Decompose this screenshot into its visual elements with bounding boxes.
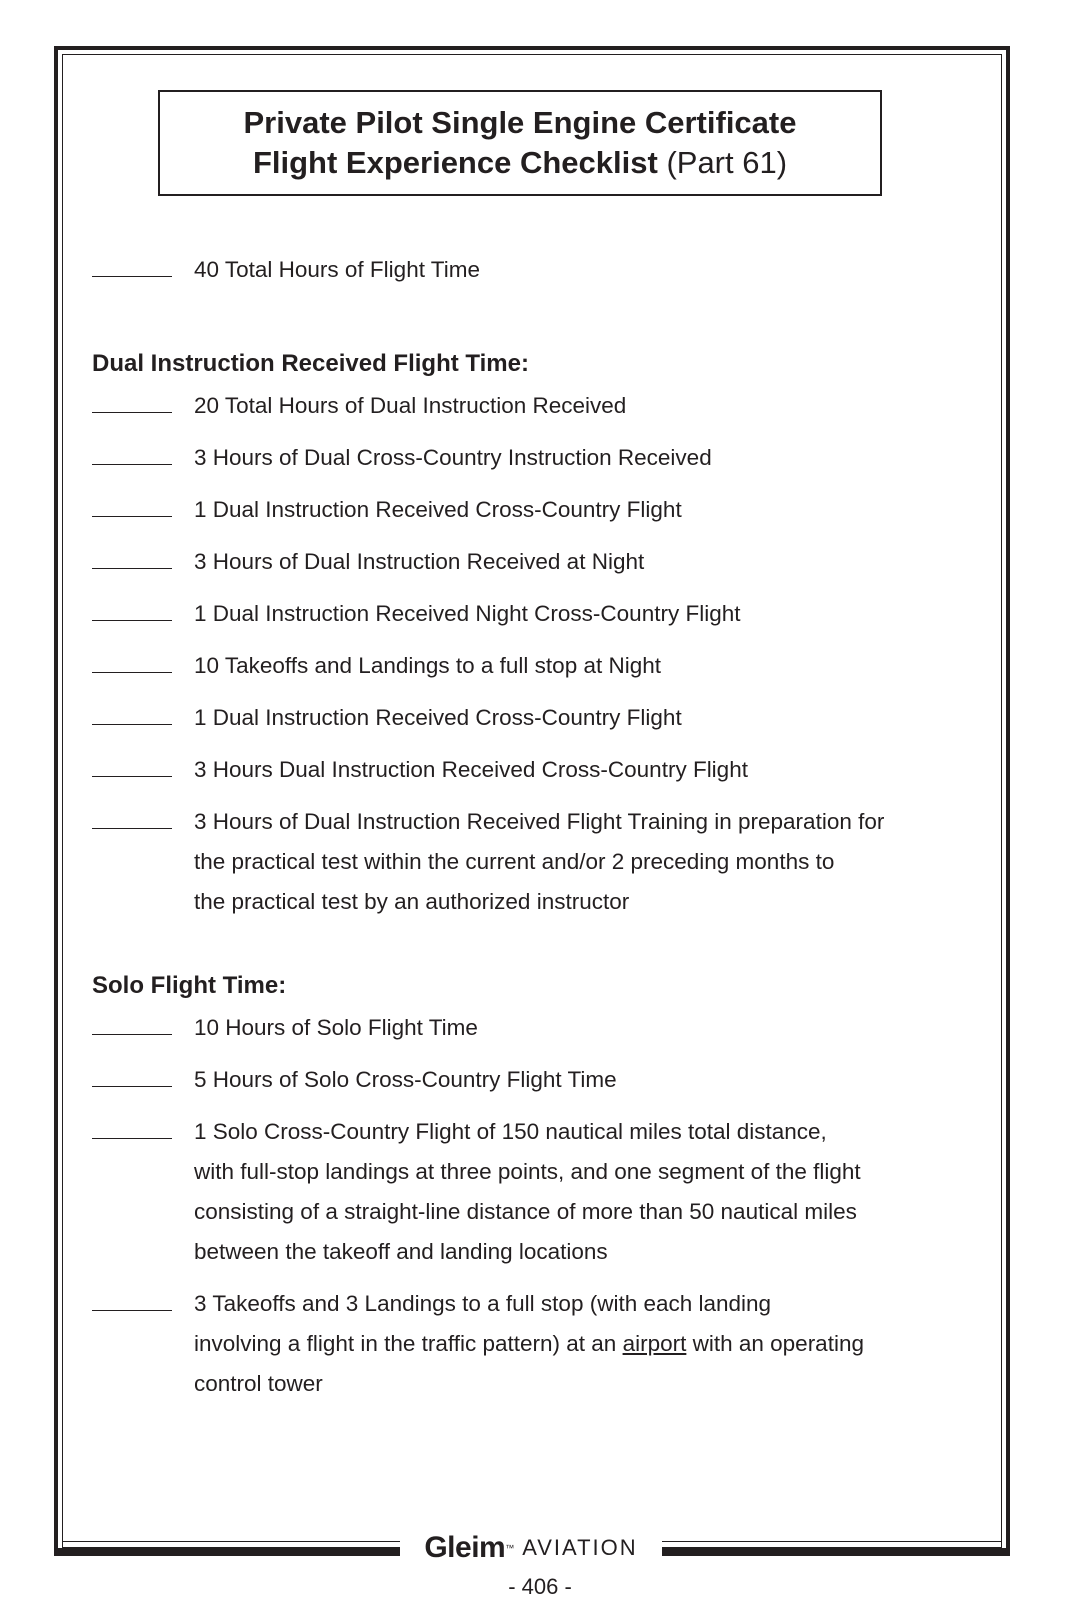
- checkbox-blank[interactable]: [92, 568, 172, 569]
- item-text: 20 Total Hours of Dual Instruction Received: [194, 393, 627, 418]
- checkbox-blank[interactable]: [92, 828, 172, 829]
- item-text: 1 Solo Cross-Country Flight of 150 nautical miles total distance, with full-stop landings at three points, and one segment of the flight consisting of a straight-line distance of more than 50 nautical miles between the takeoff and landing locations: [194, 1119, 861, 1264]
- checklist-item: [92, 594, 972, 634]
- item-text: 5 Hours of Solo Cross-Country Flight Time: [194, 1067, 617, 1092]
- checklist-item: [92, 802, 972, 922]
- footer-rule-right-thin: [662, 1541, 1002, 1542]
- checklist-item: [92, 1008, 972, 1048]
- checkbox-blank[interactable]: [92, 1138, 172, 1139]
- checklist-item: [92, 1060, 972, 1100]
- item-text: 1 Dual Instruction Received Night Cross-Country Flight: [194, 601, 741, 626]
- checkbox-blank[interactable]: [92, 672, 172, 673]
- checkbox-blank[interactable]: [92, 464, 172, 465]
- checklist-item: [92, 490, 972, 530]
- checklist-item-total-hours: [92, 250, 972, 290]
- checklist-item: [92, 698, 972, 738]
- item-text: 3 Hours of Dual Cross-Country Instruction Received: [194, 445, 712, 470]
- item-text: 3 Hours of Dual Instruction Received Flight Training in preparation for the practical test within the current and/or 2 preceding months to the practical test by an authorized instructor: [194, 809, 885, 914]
- airport-link[interactable]: airport: [622, 1331, 687, 1356]
- checkbox-blank[interactable]: [92, 1086, 172, 1087]
- checkbox-blank[interactable]: [92, 776, 172, 777]
- title-part: (Part 61): [666, 145, 788, 180]
- section-heading-solo: Solo Flight Time:: [92, 972, 287, 999]
- item-text: 10 Hours of Solo Flight Time: [194, 1015, 478, 1040]
- title-checklist: Flight Experience Checklist: [252, 145, 658, 180]
- logo-trademark: ™: [505, 1543, 515, 1553]
- item-text: 3 Hours Dual Instruction Received Cross-Country Flight: [194, 757, 748, 782]
- title-line-1: Private Pilot Single Engine Certificate: [243, 105, 797, 140]
- footer-rule-right: [662, 1548, 1010, 1552]
- item-text: 1 Dual Instruction Received Cross-Country Flight: [194, 497, 682, 522]
- logo-aviation: AVIATION: [522, 1535, 638, 1560]
- checkbox-blank[interactable]: [92, 1034, 172, 1035]
- title-box: [158, 90, 882, 196]
- checklist-item: [92, 750, 972, 790]
- logo-brand: Gleim: [424, 1531, 506, 1564]
- checkbox-blank[interactable]: [92, 412, 172, 413]
- checklist-item: [92, 1112, 972, 1272]
- section-heading-dual: Dual Instruction Received Flight Time:: [92, 350, 529, 377]
- page-number: - 406 -: [508, 1574, 572, 1599]
- checkbox-blank[interactable]: [92, 724, 172, 725]
- item-text-before-link: 3 Takeoffs and 3 Landings to a full stop (with each landing involving a flight in the traffic pattern) at an: [194, 1291, 772, 1356]
- item-text: 40 Total Hours of Flight Time: [194, 257, 480, 282]
- title-line-2: [253, 143, 787, 183]
- checkbox-blank[interactable]: [92, 1310, 172, 1311]
- checklist-item: [92, 438, 972, 478]
- checklist-item: [92, 1284, 972, 1404]
- footer-rule-left: [54, 1548, 400, 1552]
- checkbox-blank[interactable]: [92, 620, 172, 621]
- footer-rule-left-thin: [62, 1541, 400, 1542]
- item-text: [194, 1284, 864, 1404]
- checkbox-blank[interactable]: [92, 516, 172, 517]
- checklist-item: [92, 646, 972, 686]
- item-text-after-link: with an operating control tower: [194, 1331, 864, 1396]
- item-text: 10 Takeoffs and Landings to a full stop at Night: [194, 653, 661, 678]
- checklist-item: [92, 542, 972, 582]
- item-text: 3 Hours of Dual Instruction Received at Night: [194, 549, 645, 574]
- checkbox-blank[interactable]: [92, 276, 172, 277]
- checklist-item: [92, 386, 972, 426]
- gleim-aviation-logo: [400, 1530, 662, 1566]
- item-text: 1 Dual Instruction Received Cross-Country Flight: [194, 705, 682, 730]
